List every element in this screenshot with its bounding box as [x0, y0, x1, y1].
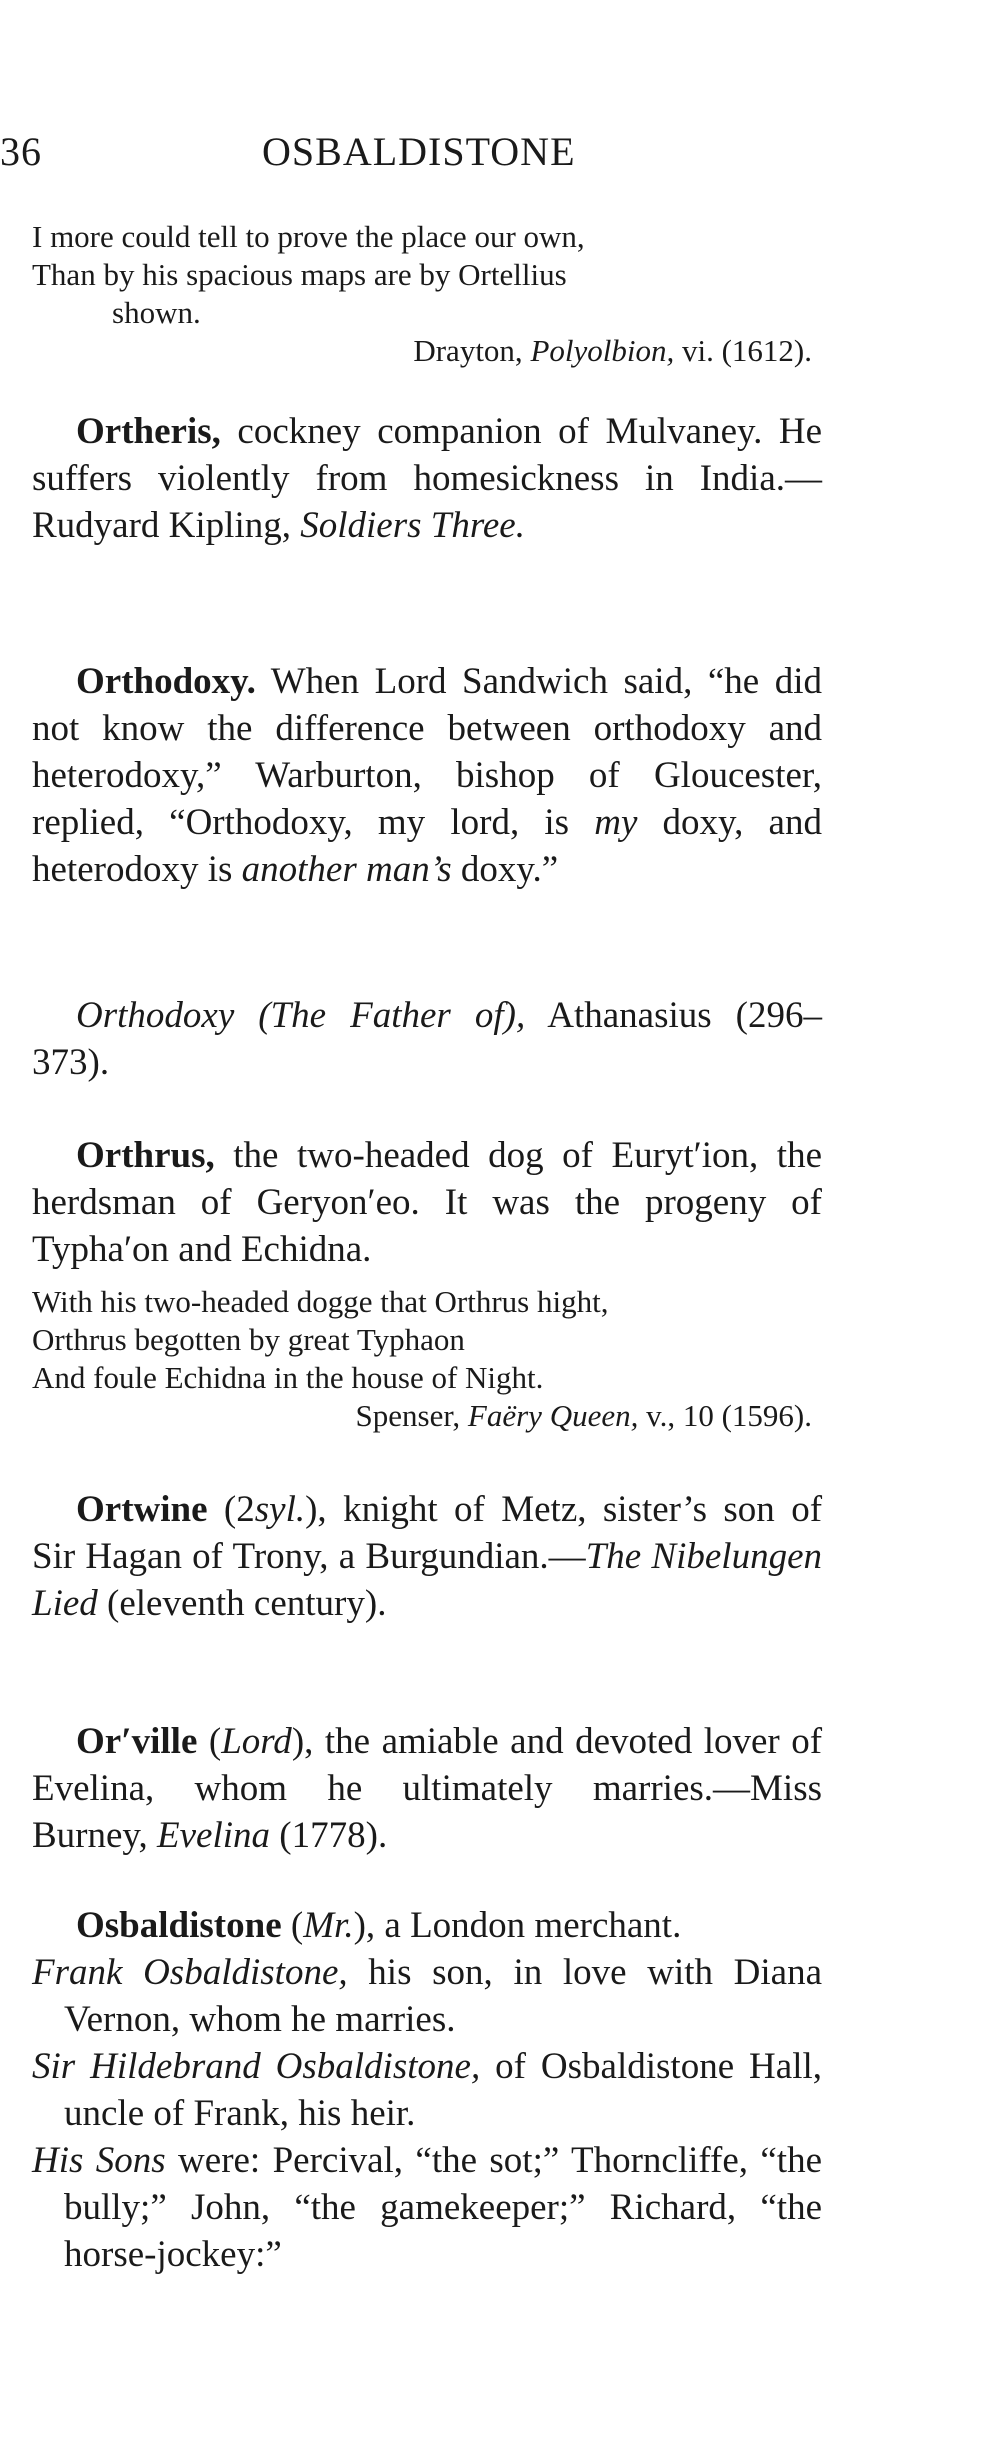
sub-entry-name: His Sons — [32, 2140, 166, 2181]
entry-orthrus — [32, 1132, 822, 1273]
title-paren: ( — [208, 1721, 222, 1762]
entry-term: Orthodoxy. — [76, 661, 256, 702]
cite-author: Spenser, — [355, 1398, 461, 1433]
syllable-paren: ), — [305, 1489, 327, 1530]
sub-entry-name: Frank Osbaldistone, — [32, 1952, 348, 1993]
quote-citation — [32, 332, 832, 370]
entry-text: doxy, and heterodoxy is — [32, 802, 822, 890]
entry-text: knight of Metz, sister’s son of Sir Hagan of Trony, a Burgundian.— — [32, 1489, 823, 1577]
entry-title: Mr. — [303, 1905, 354, 1946]
entry-text: a London merchant. — [384, 1905, 682, 1946]
sub-entry-name: Sir Hildebrand Osbaldistone, — [32, 2046, 481, 2087]
entry-term: Ortheris, — [76, 411, 221, 452]
entry-ortheris — [32, 408, 822, 549]
entry-orthodoxy-father — [32, 992, 822, 1086]
sub-entry-text: of Osbaldistone Hall, uncle of Frank, his heir. — [64, 2046, 823, 2134]
entry-work: Evelina — [157, 1815, 271, 1856]
entry-text: Athanasius (296–373). — [32, 995, 822, 1083]
quote-line: Than by his spacious maps are by Ortellius — [32, 257, 567, 292]
osbaldistone-main — [32, 1902, 822, 1949]
cite-work: Faëry Queen, — [467, 1398, 639, 1433]
cite-work: Polyolbion, — [530, 333, 675, 368]
entry-text: doxy.” — [460, 849, 559, 890]
entry-term: Orthrus, — [76, 1135, 215, 1176]
title-paren: ), — [353, 1905, 376, 1946]
entry-term: Or′ville — [76, 1721, 198, 1762]
title-paren: ( — [290, 1905, 304, 1946]
entry-text: cockney companion of Mulvaney. He suffers violently from homesickness in India.—Rudyard Kipling, — [32, 411, 822, 546]
entry-text: (eleventh century). — [107, 1583, 387, 1624]
sub-entry-text: his son, in love with Diana Vernon, whom he marries. — [64, 1952, 823, 2040]
quote-line: And foule Echidna in the house of Night. — [32, 1360, 544, 1395]
cite-ref: vi. (1612). — [681, 333, 812, 368]
entry-work: The Nibelungen Lied — [32, 1536, 822, 1624]
entry-orthodoxy — [32, 658, 822, 893]
entry-text: the amiable and devoted lover of Evelina, whom he ultimately marries.—Miss Burney, — [32, 1721, 823, 1856]
entry-text: the two-headed dog of Euryt′ion, the herdsman of Geryon′eo. It was the progeny of Typha′on and Echidna. — [32, 1135, 823, 1270]
syllable-paren: (2 — [223, 1489, 255, 1530]
quote-line: Orthrus begotten by great Typhaon — [32, 1322, 465, 1357]
entry-text: When Lord Sandwich said, “he did not know the difference between orthodoxy and heterodoxy,” Warburton, bishop of Gloucester, replied, “Orthodoxy, my lord, is — [32, 661, 822, 843]
running-head: OSBALDISTONE — [262, 129, 576, 174]
entry-term: Ortwine — [76, 1489, 208, 1530]
spenser-quotation — [32, 1283, 832, 1435]
entry-qualifier: (The Father of), — [258, 995, 526, 1036]
quote-citation — [32, 1397, 832, 1435]
title-paren: ), — [291, 1721, 314, 1762]
sub-entry-text: were: Percival, “the sot;” Thorncliffe, “the bully;” John, “the gamekeeper;” Richard, “the horse-jockey:” — [64, 2140, 823, 2275]
entry-emphasis: another man’s — [241, 849, 452, 890]
drayton-quotation — [32, 218, 832, 370]
osbaldistone-sons — [32, 2137, 822, 2278]
cite-ref: v., 10 (1596). — [646, 1398, 812, 1433]
entry-osbaldistone — [32, 1902, 822, 2278]
quote-line: I more could tell to prove the place our own, — [32, 219, 585, 254]
osbaldistone-hildebrand — [32, 2043, 822, 2137]
cite-author: Drayton, — [413, 333, 523, 368]
entry-emphasis: my — [594, 802, 638, 843]
entry-title: Lord — [221, 1721, 292, 1762]
entry-term: Orthodoxy — [76, 995, 235, 1036]
quote-line-turnover: shown. — [112, 295, 201, 330]
entry-orville — [32, 1718, 822, 1859]
page-number: 36 — [0, 129, 42, 174]
page-header — [0, 128, 1000, 178]
entry-term: Osbaldistone — [76, 1905, 282, 1946]
quote-line: With his two-headed dogge that Orthrus hight, — [32, 1284, 609, 1319]
osbaldistone-frank — [32, 1949, 822, 2043]
entry-ortwine — [32, 1486, 822, 1627]
syllable-label: syl. — [254, 1489, 306, 1530]
entry-text: (1778). — [279, 1815, 388, 1856]
entry-work: Soldiers Three. — [300, 505, 525, 546]
